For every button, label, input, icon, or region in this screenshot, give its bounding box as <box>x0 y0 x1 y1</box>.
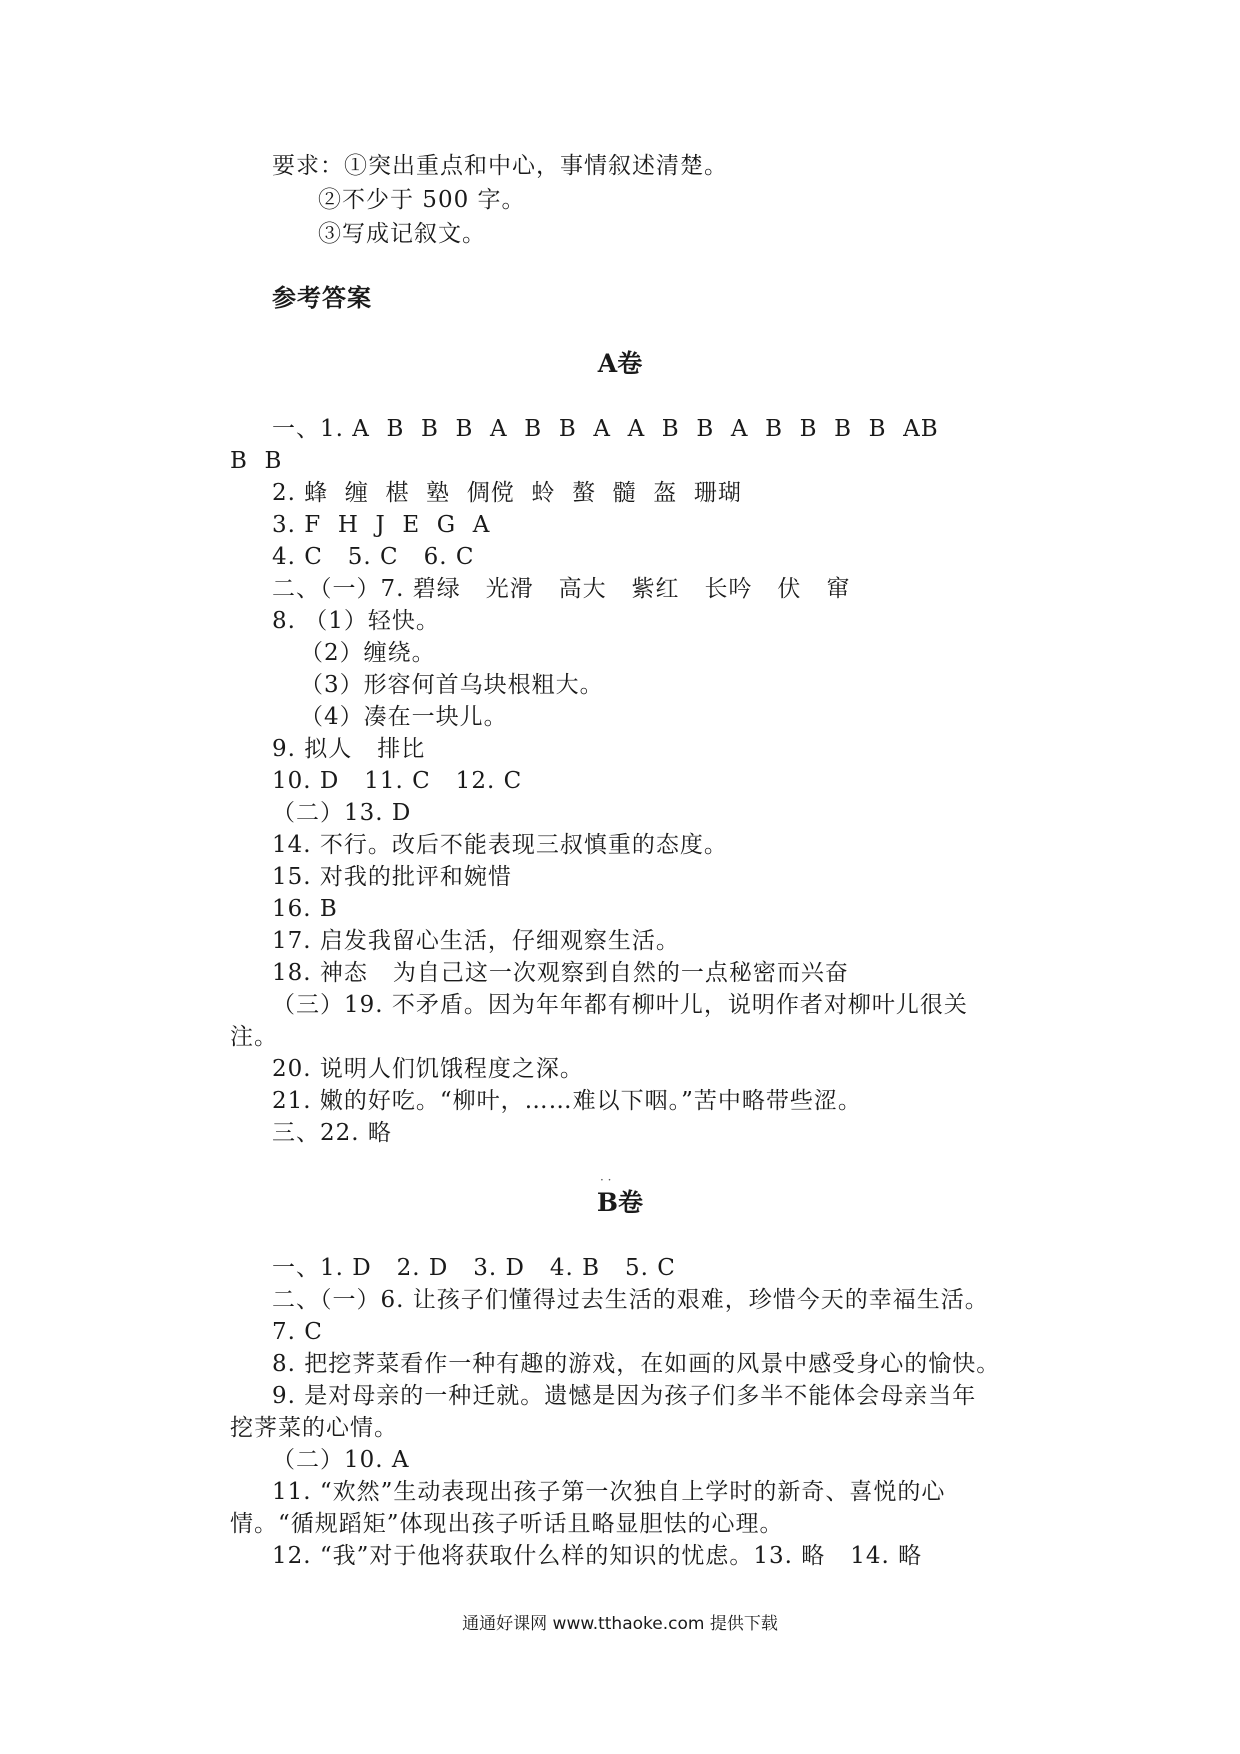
answer-line: 3. F H J E G A <box>272 512 491 538</box>
answer-line: 8. 把挖荠菜看作一种有趣的游戏，在如画的风景中感受身心的愉快。 <box>272 1351 1001 1377</box>
answer-line: 9. 拟人 排比 <box>272 736 426 762</box>
decorative-dots: · · <box>600 1173 612 1187</box>
answer-line: （2）缠绕。 <box>300 640 436 666</box>
requirement-line: ②不少于 500 字。 <box>318 187 526 213</box>
answer-line: 21. 嫩的好吃。“柳叶，……难以下咽。”苦中略带些涩。 <box>272 1088 862 1114</box>
answer-line: 情。“循规蹈矩”体现出孩子听话且略显胆怯的心理。 <box>230 1511 784 1537</box>
answer-line: 注。 <box>230 1024 278 1050</box>
section-b-title: B卷 <box>596 1188 644 1217</box>
answer-line: 17. 启发我留心生活，仔细观察生活。 <box>272 928 680 954</box>
answer-line: （二）10. A <box>272 1447 410 1473</box>
answer-line: 二、（一）7. 碧绿 光滑 高大 紫红 长吟 伏 窜 <box>272 576 851 602</box>
section-a-title: A卷 <box>597 349 643 378</box>
answer-line: 二、（一）6. 让孩子们懂得过去生活的艰难，珍惜今天的幸福生活。 <box>272 1287 989 1313</box>
answer-line: 一、1. A B B B A B B A A B B A B B B B AB <box>272 416 939 442</box>
requirement-line: 要求：①突出重点和中心，事情叙述清楚。 <box>272 153 728 179</box>
answer-line: 8. （1）轻快。 <box>272 608 440 634</box>
requirement-line: ③写成记叙文。 <box>318 221 486 247</box>
answer-line: 18. 神态 为自己这一次观察到自然的一点秘密而兴奋 <box>272 960 849 986</box>
answer-line: 挖荠菜的心情。 <box>230 1415 398 1441</box>
answer-line: 16. B <box>272 896 338 922</box>
answer-line: （4）凑在一块儿。 <box>300 704 508 730</box>
answer-line: 15. 对我的批评和婉惜 <box>272 864 512 890</box>
answer-line: 9. 是对母亲的一种迁就。遗憾是因为孩子们多半不能体会母亲当年 <box>272 1383 977 1409</box>
page-footer: 通通好课网 www.tthaoke.com 提供下载 <box>462 1614 778 1634</box>
answer-line: 三、22. 略 <box>272 1120 392 1146</box>
answer-line: （二）13. D <box>272 800 412 826</box>
answer-line: 11. “欢然”生动表现出孩子第一次独自上学时的新奇、喜悦的心 <box>272 1479 946 1505</box>
answer-line: 2. 蜂 缠 椹 塾 倜傥 蛉 螯 髓 盔 珊瑚 <box>272 480 742 506</box>
answer-line: （3）形容何首乌块根粗大。 <box>300 672 604 698</box>
answer-line: B B <box>230 448 283 474</box>
answer-line: 10. D 11. C 12. C <box>272 768 523 794</box>
answer-line: 一、1. D 2. D 3. D 4. B 5. C <box>272 1255 676 1281</box>
answer-line: （三）19. 不矛盾。因为年年都有柳叶儿，说明作者对柳叶儿很关 <box>272 992 968 1018</box>
answer-line: 14. 不行。改后不能表现三叔慎重的态度。 <box>272 832 728 858</box>
answer-line: 4. C 5. C 6. C <box>272 544 475 570</box>
answer-line: 20. 说明人们饥饿程度之深。 <box>272 1056 584 1082</box>
answer-line: 7. C <box>272 1319 323 1345</box>
answer-heading: 参考答案 <box>272 283 372 312</box>
answer-line: 12. “我”对于他将获取什么样的知识的忧虑。13. 略 14. 略 <box>272 1543 923 1569</box>
